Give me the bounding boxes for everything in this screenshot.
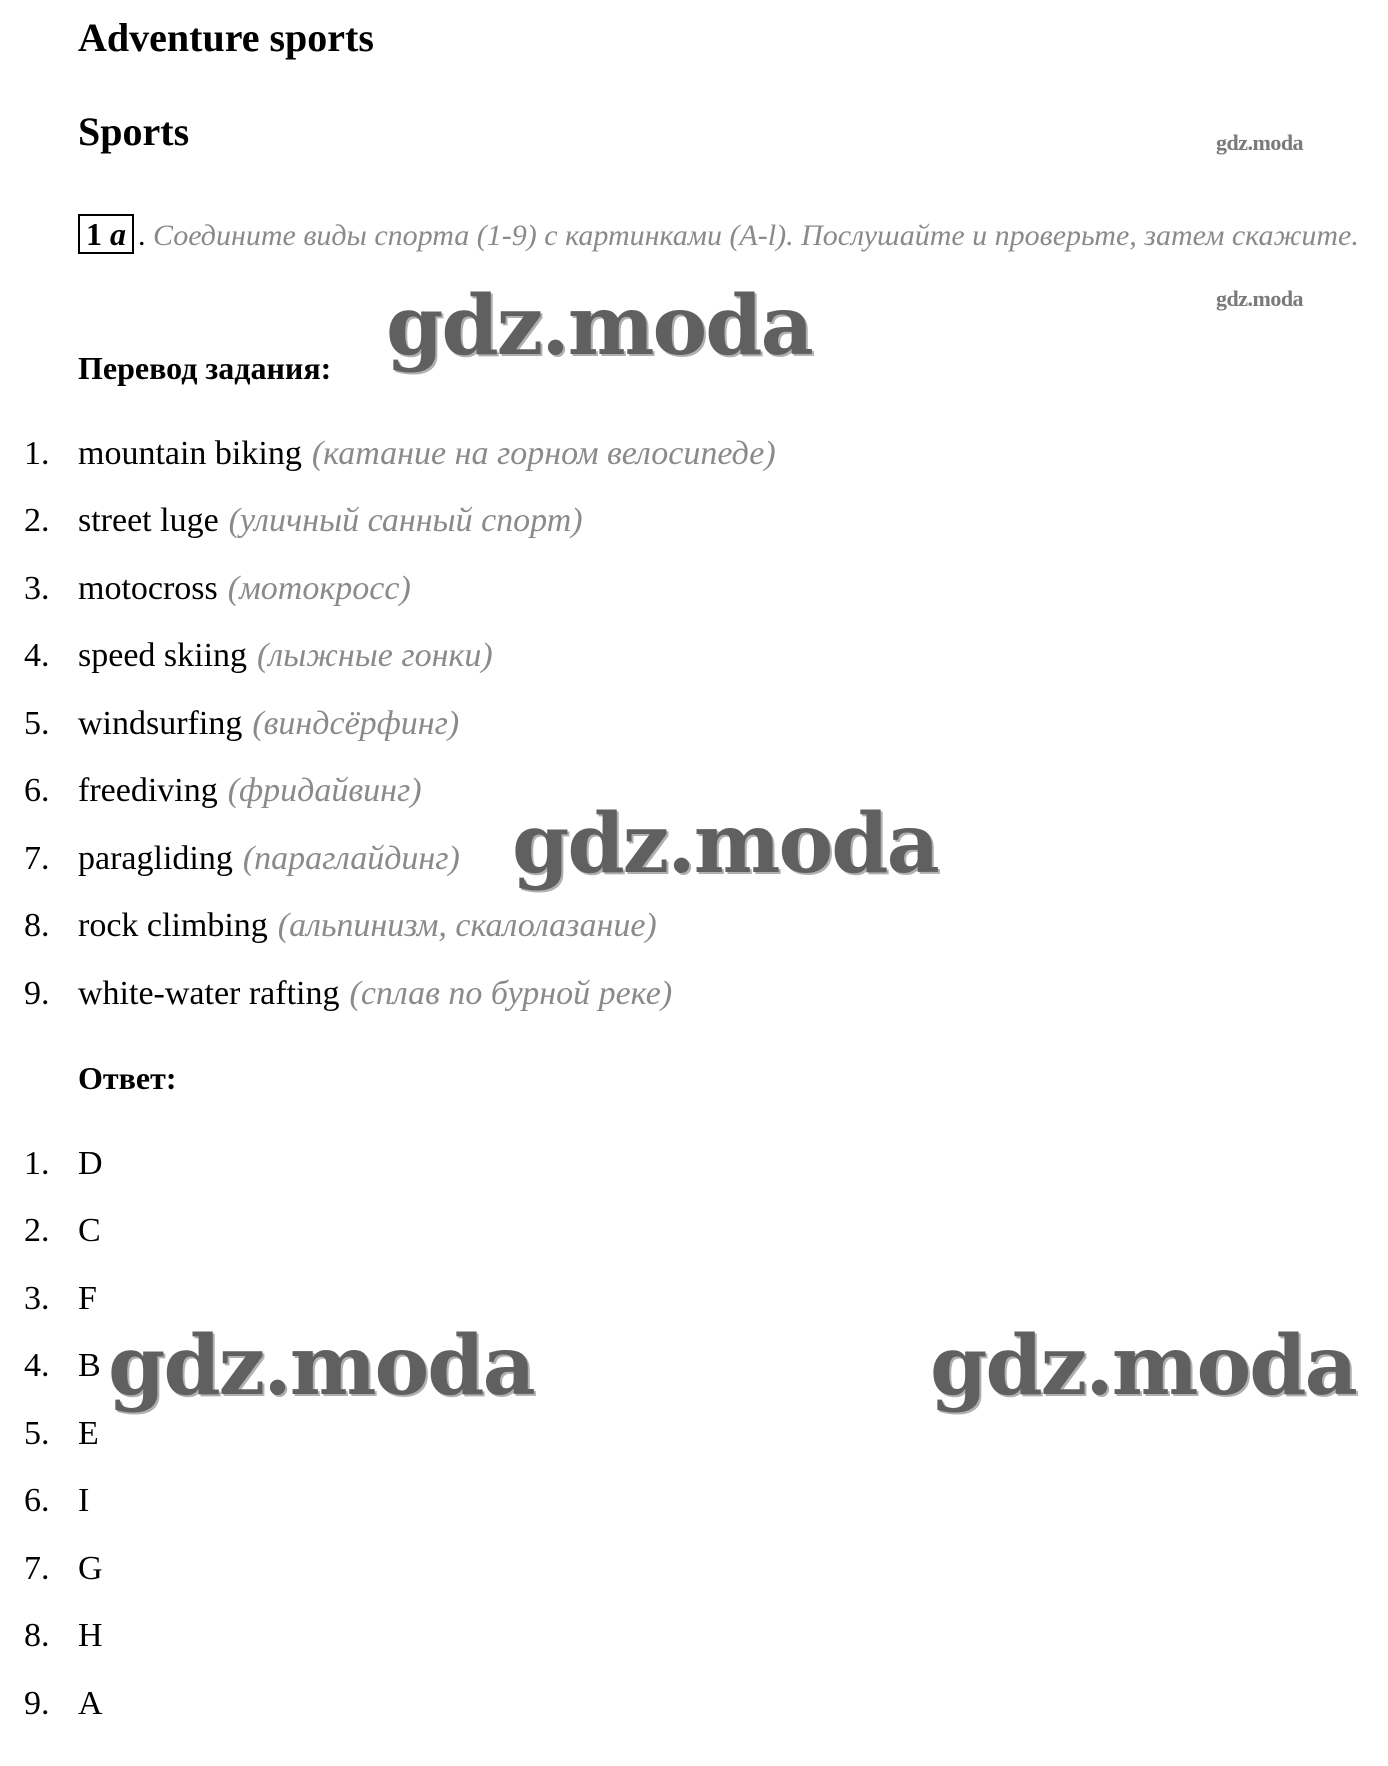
list-item: 2. street luge (уличный санный спорт) — [24, 502, 583, 540]
answer-item: 2. C — [24, 1212, 101, 1250]
answer-item: 7. G — [24, 1549, 103, 1587]
task-instruction: 1 a . Соедините виды спорта (1-9) с картинками (A-l). Послушайте и проверьте, затем скажите. — [78, 204, 1378, 268]
list-item: 5. windsurfing (виндсёрфинг) — [24, 704, 460, 742]
list-item: 1. mountain biking (катание на горном велосипеде) — [24, 434, 776, 472]
page-title: Adventure sports — [78, 15, 374, 60]
list-item: 9. white-water rafting (сплав по бурной реке) — [24, 974, 673, 1012]
answer-item: 4. B — [24, 1347, 101, 1385]
answer-item: 1. D — [24, 1144, 103, 1182]
task-number-box: 1 a — [78, 214, 134, 254]
watermark-large: gdz.moda — [386, 278, 812, 374]
answer-item: 8. H — [24, 1617, 103, 1655]
list-item: 4. speed skiing (лыжные гонки) — [24, 637, 493, 675]
watermark-small-top: gdz.moda — [1216, 130, 1304, 155]
list-item: 3. motocross (мотокросс) — [24, 569, 411, 607]
watermark-large: gdz.moda — [512, 796, 938, 892]
list-item: 7. paragliding (параглайдинг) — [24, 839, 460, 877]
answer-heading: Ответ: — [78, 1060, 177, 1096]
watermark-large: gdz.moda — [108, 1318, 534, 1414]
translation-heading: Перевод задания: — [78, 350, 332, 386]
section-title: Sports — [78, 109, 190, 154]
answer-item: 5. E — [24, 1414, 99, 1452]
sports-list — [24, 420, 776, 1028]
list-item: 6. freediving (фридайвинг) — [24, 772, 422, 810]
task-text: Соедините виды спорта (1-9) с картинками (A-l). Послушайте и проверьте, затем скажите. — [153, 219, 1359, 252]
answer-item: 9. A — [24, 1684, 103, 1722]
answer-item: 3. F — [24, 1279, 97, 1317]
answers-list — [24, 1130, 103, 1738]
list-item: 8. rock climbing (альпинизм, скалолазание) — [24, 907, 657, 945]
watermark-large: gdz.moda — [930, 1318, 1356, 1414]
watermark-small-mid: gdz.moda — [1216, 286, 1304, 311]
answer-item: 6. I — [24, 1482, 90, 1520]
